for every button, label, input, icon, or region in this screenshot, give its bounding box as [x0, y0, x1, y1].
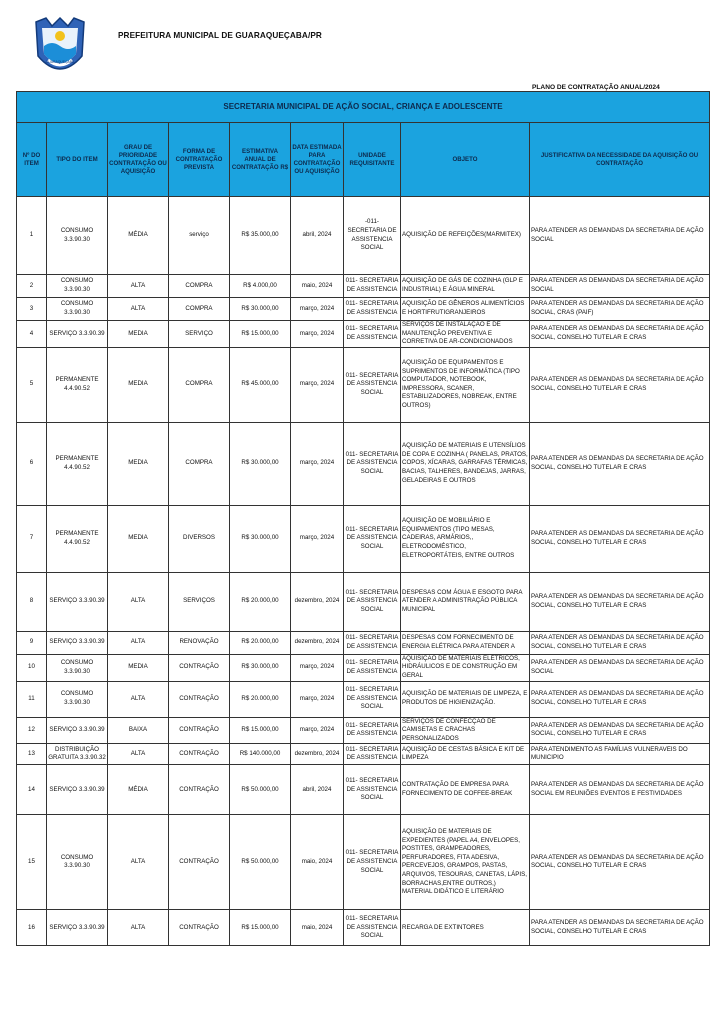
priority-cell: ALTA [108, 681, 169, 717]
priority-cell: ALTA [108, 910, 169, 946]
unit-cell: 011- SECRETARIA DE ASSISTENCIA [344, 744, 401, 765]
date-cell: abril, 2024 [291, 197, 344, 275]
item-type-cell: CONSUMO 3.3.90.30 [47, 654, 108, 681]
unit-cell: 011- SECRETARIA DE ASSISTENCIA SOCIAL [344, 505, 401, 572]
justification-cell: PARA ATENDER AS DEMANDAS DA SECRETARIA DE AÇÃO SOCIAL [530, 275, 710, 298]
priority-cell: ALTA [108, 298, 169, 321]
priority-cell: ALTA [108, 744, 169, 765]
table-row [17, 681, 710, 717]
date-cell: março, 2024 [291, 347, 344, 422]
column-header: ESTIMATIVA ANUAL DE CONTRATAÇÃO R$ [230, 123, 291, 197]
item-type-cell: SERVIÇO 3.3.90.39 [47, 765, 108, 815]
contract-form-cell: serviço [169, 197, 230, 275]
estimate-cell: R$ 15.000,00 [230, 910, 291, 946]
justification-cell: PARA ATENDER AS DEMANDAS DA SECRETARIA DE AÇÃO SOCIAL, CRAS (PAIF) [530, 298, 710, 321]
item-number-cell: 3 [17, 298, 47, 321]
justification-cell: PARA ATENDER AS DEMANDAS DA SECRETARIA DE AÇÃO SOCIAL, CONSELHO TUTELAR E CRAS [530, 910, 710, 946]
table-row [17, 815, 710, 910]
column-header: GRAU DE PRIORIDADE CONTRATAÇÃO OU AQUISIÇÃO [108, 123, 169, 197]
unit-cell: 011- SECRETARIA DE ASSISTENCIA [344, 275, 401, 298]
table-row [17, 422, 710, 505]
estimate-cell: R$ 30.000,00 [230, 298, 291, 321]
item-number-cell: 1 [17, 197, 47, 275]
date-cell: março, 2024 [291, 321, 344, 348]
table-row [17, 765, 710, 815]
justification-cell: PARA ATENDER AS DEMANDAS DA SECRETARIA DE AÇÃO SOCIAL, CONSELHO TUTELAR E CRAS [530, 815, 710, 910]
date-cell: março, 2024 [291, 717, 344, 744]
item-number-cell: 14 [17, 765, 47, 815]
unit-cell: 011- SECRETARIA DE ASSISTENCIA SOCIAL [344, 347, 401, 422]
priority-cell: MEDIA [108, 505, 169, 572]
date-cell: dezembro, 2024 [291, 572, 344, 631]
secretariat-banner: SECRETARIA MUNICIPAL DE AÇÃO SOCIAL, CRIANÇA E ADOLESCENTE [17, 92, 710, 123]
unit-cell: 011- SECRETARIA DE ASSISTENCIA SOCIAL [344, 422, 401, 505]
item-number-cell: 2 [17, 275, 47, 298]
date-cell: março, 2024 [291, 422, 344, 505]
estimate-cell: R$ 20.000,00 [230, 572, 291, 631]
unit-cell: -011- SECRETARIA DE ASSISTENCIA SOCIAL [344, 197, 401, 275]
object-cell: DESPESAS COM FORNECIMENTO DE ENERGIA ELÉTRICA PARA ATENDER A [401, 631, 530, 654]
priority-cell: MEDIA [108, 654, 169, 681]
date-cell: dezembro, 2024 [291, 631, 344, 654]
justification-cell: PARA ATENDIMENTO AS FAMÍLIAS VULNERAVEIS DO MUNICIPIO [530, 744, 710, 765]
contract-form-cell: DIVERSOS [169, 505, 230, 572]
date-cell: abril, 2024 [291, 765, 344, 815]
column-header: TIPO DO ITEM [47, 123, 108, 197]
justification-cell: PARA ATENDER AS DEMANDAS DA SECRETARIA DE AÇÃO SOCIAL, CONSELHO TUTELAR E CRAS [530, 631, 710, 654]
priority-cell: ALTA [108, 572, 169, 631]
unit-cell: 011- SECRETARIA DE ASSISTENCIA SOCIAL [344, 765, 401, 815]
priority-cell: MÉDIA [108, 765, 169, 815]
estimate-cell: R$ 50.000,00 [230, 815, 291, 910]
priority-cell: MEDIA [108, 321, 169, 348]
contract-form-cell: SERVIÇO [169, 321, 230, 348]
priority-cell: ALTA [108, 631, 169, 654]
item-number-cell: 9 [17, 631, 47, 654]
item-type-cell: CONSUMO 3.3.90.30 [47, 815, 108, 910]
estimate-cell: R$ 4.000,00 [230, 275, 291, 298]
plan-title: PLANO DE CONTRATAÇÃO ANUAL/2024 [532, 84, 660, 91]
date-cell: dezembro, 2024 [291, 744, 344, 765]
object-cell: AQUISIÇÃO DE CESTAS BÁSICA E KIT DE LIMPEZA [401, 744, 530, 765]
justification-cell: PARA ATENDER AS DEMANDAS DA SECRETARIA DE AÇÃO SOCIAL EM REUNIÕES EVENTOS E FESTIVIDADES [530, 765, 710, 815]
date-cell: março, 2024 [291, 505, 344, 572]
table-row [17, 631, 710, 654]
priority-cell: BAIXA [108, 717, 169, 744]
contract-form-cell: CONTRAÇÃO [169, 815, 230, 910]
contract-form-cell: CONTRAÇÃO [169, 654, 230, 681]
municipal-coat-of-arms-logo [32, 16, 88, 80]
priority-cell: MÉDIA [108, 197, 169, 275]
table-row [17, 321, 710, 348]
item-number-cell: 16 [17, 910, 47, 946]
object-cell: DESPESAS COM ÁGUA E ESGOTO PARA ATENDER A ADMINISTRAÇÃO PÚBLICA MUNICIPAL [401, 572, 530, 631]
unit-cell: 011- SECRETARIA DE ASSISTENCIA SOCIAL [344, 572, 401, 631]
item-number-cell: 6 [17, 422, 47, 505]
contract-form-cell: SERVIÇOS [169, 572, 230, 631]
date-cell: maio, 2024 [291, 275, 344, 298]
table-row [17, 505, 710, 572]
unit-cell: 011- SECRETARIA DE ASSISTENCIA SOCIAL [344, 815, 401, 910]
item-type-cell: SERVIÇO 3.3.90.39 [47, 717, 108, 744]
item-number-cell: 11 [17, 681, 47, 717]
justification-cell: PARA ATENDER AS DEMANDAS DA SECRETARIA DE AÇÃO SOCIAL, CONSELHO TUTELAR E CRAS [530, 505, 710, 572]
table-row [17, 654, 710, 681]
unit-cell: 011- SECRETARIA DE ASSISTENCIA [344, 631, 401, 654]
object-cell: AQUISIÇÃO DE REFEIÇÕES(MARMITEX) [401, 197, 530, 275]
justification-cell: PARA ATENDER AS DEMANDAS DA SECRETARIA DE AÇÃO SOCIAL [530, 654, 710, 681]
justification-cell: PARA ATENDER AS DEMANDAS DA SECRETARIA DE AÇÃO SOCIAL, CONSELHO TUTELAR E CRAS [530, 422, 710, 505]
column-header: Nº DO ITEM [17, 123, 47, 197]
contract-form-cell: RENOVAÇÃO [169, 631, 230, 654]
object-cell: AQUISIÇÃO DE MATERIAIS ELÉTRICOS, HIDRÁULICOS E DE CONSTRUÇÃO EM GERAL [401, 654, 530, 681]
estimate-cell: R$ 20.000,00 [230, 681, 291, 717]
estimate-cell: R$ 30.000,00 [230, 422, 291, 505]
contract-form-cell: COMPRA [169, 422, 230, 505]
estimate-cell: R$ 20.000,00 [230, 631, 291, 654]
unit-cell: 011- SECRETARIA DE ASSISTENCIA SOCIAL [344, 681, 401, 717]
date-cell: março, 2024 [291, 654, 344, 681]
table-row [17, 910, 710, 946]
estimate-cell: R$ 50.000,00 [230, 765, 291, 815]
municipality-title: PREFEITURA MUNICIPAL DE GUARAQUEÇABA/PR [118, 31, 322, 40]
item-type-cell: CONSUMO 3.3.90.30 [47, 197, 108, 275]
table-row [17, 197, 710, 275]
item-type-cell: CONSUMO 3.3.90.30 [47, 681, 108, 717]
item-number-cell: 12 [17, 717, 47, 744]
priority-cell: ALTA [108, 275, 169, 298]
item-number-cell: 7 [17, 505, 47, 572]
item-number-cell: 13 [17, 744, 47, 765]
estimate-cell: R$ 140.000,00 [230, 744, 291, 765]
contract-form-cell: COMPRA [169, 298, 230, 321]
unit-cell: 011- SECRETARIA DE ASSISTENCIA SOCIAL [344, 910, 401, 946]
item-type-cell: CONSUMO 3.3.90.30 [47, 298, 108, 321]
column-header: OBJETO [401, 123, 530, 197]
justification-cell: PARA ATENDER AS DEMANDAS DA SECRETARIA DE AÇÃO SOCIAL, CONSELHO TUTELAR E CRAS [530, 347, 710, 422]
logo-text: GUARAQUEÇABA [45, 60, 75, 64]
object-cell: AQUISIÇÃO DE MATERIAIS DE LIMPEZA, E PRODUTOS DE HIGIENIZAÇÃO. [401, 681, 530, 717]
item-type-cell: PERMANENTE 4.4.90.52 [47, 505, 108, 572]
item-number-cell: 10 [17, 654, 47, 681]
justification-cell: PARA ATENDER AS DEMANDAS DA SECRETARIA DE AÇÃO SOCIAL, CONSELHO TUTELAR E CRAS [530, 321, 710, 348]
unit-cell: 011- SECRETARIA DE ASSISTENCIA [344, 321, 401, 348]
procurement-plan-table [16, 91, 710, 946]
unit-cell: 011- SECRETARIA DE ASSISTENCIA [344, 298, 401, 321]
object-cell: AQUISIÇÃO DE GÊNEROS ALIMENTÍCIOS E HORTIFRUTIGRANJEIROS [401, 298, 530, 321]
priority-cell: ALTA [108, 815, 169, 910]
column-header: FORMA DE CONTRATAÇÃO PREVISTA [169, 123, 230, 197]
item-number-cell: 8 [17, 572, 47, 631]
date-cell: maio, 2024 [291, 910, 344, 946]
contract-form-cell: COMPRA [169, 275, 230, 298]
table-row [17, 572, 710, 631]
item-type-cell: SERVIÇO 3.3.90.39 [47, 631, 108, 654]
contract-form-cell: CONTRAÇÃO [169, 681, 230, 717]
unit-cell: 011- SECRETARIA DE ASSISTENCIA [344, 654, 401, 681]
column-header: JUSTIFICATIVA DA NECESSIDADE DA AQUISIÇÃO OU CONTRATAÇÃO [530, 123, 710, 197]
date-cell: maio, 2024 [291, 815, 344, 910]
object-cell: RECARGA DE EXTINTORES [401, 910, 530, 946]
contract-form-cell: COMPRA [169, 347, 230, 422]
table-row [17, 744, 710, 765]
object-cell: SERVIÇOS DE CONFECÇÃO DE CAMISETAS E CRACHAS PERSONALIZADOS [401, 717, 530, 744]
date-cell: março, 2024 [291, 681, 344, 717]
item-type-cell: SERVIÇO 3.3.90.39 [47, 321, 108, 348]
item-type-cell: CONSUMO 3.3.90.30 [47, 275, 108, 298]
table-row [17, 298, 710, 321]
estimate-cell: R$ 15.000,00 [230, 717, 291, 744]
justification-cell: PARA ATENDER AS DEMANDAS DA SECRETARIA DE AÇÃO SOCIAL, CONSELHO TUTELAR E CRAS [530, 681, 710, 717]
table-row [17, 275, 710, 298]
contract-form-cell: CONTRAÇÃO [169, 910, 230, 946]
table-row [17, 717, 710, 744]
object-cell: AQUISIÇÃO DE MATERIAIS E UTENSÍLIOS DE COPA E COZINHA ( PANELAS, PRATOS, COPOS, XÍCARAS, GARRAFAS TÉRMICAS, BACIAS, TALHERES, BANDEJAS, JARRAS, GELADEIRAS E OUTROS [401, 422, 530, 505]
item-number-cell: 4 [17, 321, 47, 348]
contract-form-cell: CONTRAÇÃO [169, 765, 230, 815]
object-cell: CONTRATAÇÃO DE EMPRESA PARA FORNECIMENTO DE COFFEE-BREAK [401, 765, 530, 815]
priority-cell: MEDIA [108, 347, 169, 422]
item-number-cell: 5 [17, 347, 47, 422]
justification-cell: PARA ATENDER AS DEMANDAS DA SECRETARIA DE AÇÃO SOCIAL, CONSELHO TUTELAR E CRAS [530, 717, 710, 744]
estimate-cell: R$ 30.000,00 [230, 505, 291, 572]
object-cell: AQUISIÇÃO DE GÁS DE COZINHA (GLP E INDUSTRIAL) E ÁGUA MINERAL [401, 275, 530, 298]
item-type-cell: SERVIÇO 3.3.90.39 [47, 910, 108, 946]
object-cell: AQUISIÇÃO DE MATERIAIS DE EXPEDIENTES (PAPEL A4, ENVELOPES, POSTITES, GRAMPEADORES, PERFURADORES, FITA ADESIVA, PERCEVEJOS, GRAMPOS, PASTAS, ARQUIVOS, TESOURAS, CANETAS, LÁPIS, BORRACHAS,ENTRE OUTROS,) MATERIAL DIDÁTICO E LITERÁRIO [401, 815, 530, 910]
estimate-cell: R$ 45.000,00 [230, 347, 291, 422]
item-type-cell: PERMANENTE 4.4.90.52 [47, 347, 108, 422]
column-header: DATA ESTIMADA PARA CONTRATAÇÃO OU AQUISIÇÃO [291, 123, 344, 197]
unit-cell: 011- SECRETARIA DE ASSISTENCIA [344, 717, 401, 744]
item-type-cell: DISTRIBUIÇÃO GRATUITA 3.3.90.32 [47, 744, 108, 765]
date-cell: março, 2024 [291, 298, 344, 321]
priority-cell: MEDIA [108, 422, 169, 505]
object-cell: AQUISIÇÃO DE MOBILIÁRIO E EQUIPAMENTOS (TIPO MESAS, CADEIRAS, ARMÁRIOS,, ELETRODOMÉSTICO, ELETROPORTÁTEIS, ENTRE OUTROS [401, 505, 530, 572]
contract-form-cell: CONTRAÇÃO [169, 744, 230, 765]
estimate-cell: R$ 35.000,00 [230, 197, 291, 275]
table-row [17, 347, 710, 422]
estimate-cell: R$ 30.000,00 [230, 654, 291, 681]
column-header: UNIDADE REQUISITANTE [344, 123, 401, 197]
item-number-cell: 15 [17, 815, 47, 910]
estimate-cell: R$ 15.000,00 [230, 321, 291, 348]
table-header-row [17, 123, 710, 197]
object-cell: AQUISIÇÃO DE EQUIPAMENTOS E SUPRIMENTOS DE INFORMÁTICA (TIPO COMPUTADOR, NOTEBOOK, IMPRESSORA, SCANER, ESTABILIZADORES, NOBREAK, ENTRE OUTROS) [401, 347, 530, 422]
justification-cell: PARA ATENDER AS DEMANDAS DA SECRETARIA DE AÇÃO SOCIAL [530, 197, 710, 275]
object-cell: SERVIÇOS DE INSTALAÇÃO E DE MANUTENÇÃO PREVENTIVA E CORRETIVA DE AR-CONDICIONADOS [401, 321, 530, 348]
item-type-cell: SERVIÇO 3.3.90.39 [47, 572, 108, 631]
item-type-cell: PERMANENTE 4.4.90.52 [47, 422, 108, 505]
justification-cell: PARA ATENDER AS DEMANDAS DA SECRETARIA DE AÇÃO SOCIAL, CONSELHO TUTELAR E CRAS [530, 572, 710, 631]
contract-form-cell: CONTRAÇÃO [169, 717, 230, 744]
